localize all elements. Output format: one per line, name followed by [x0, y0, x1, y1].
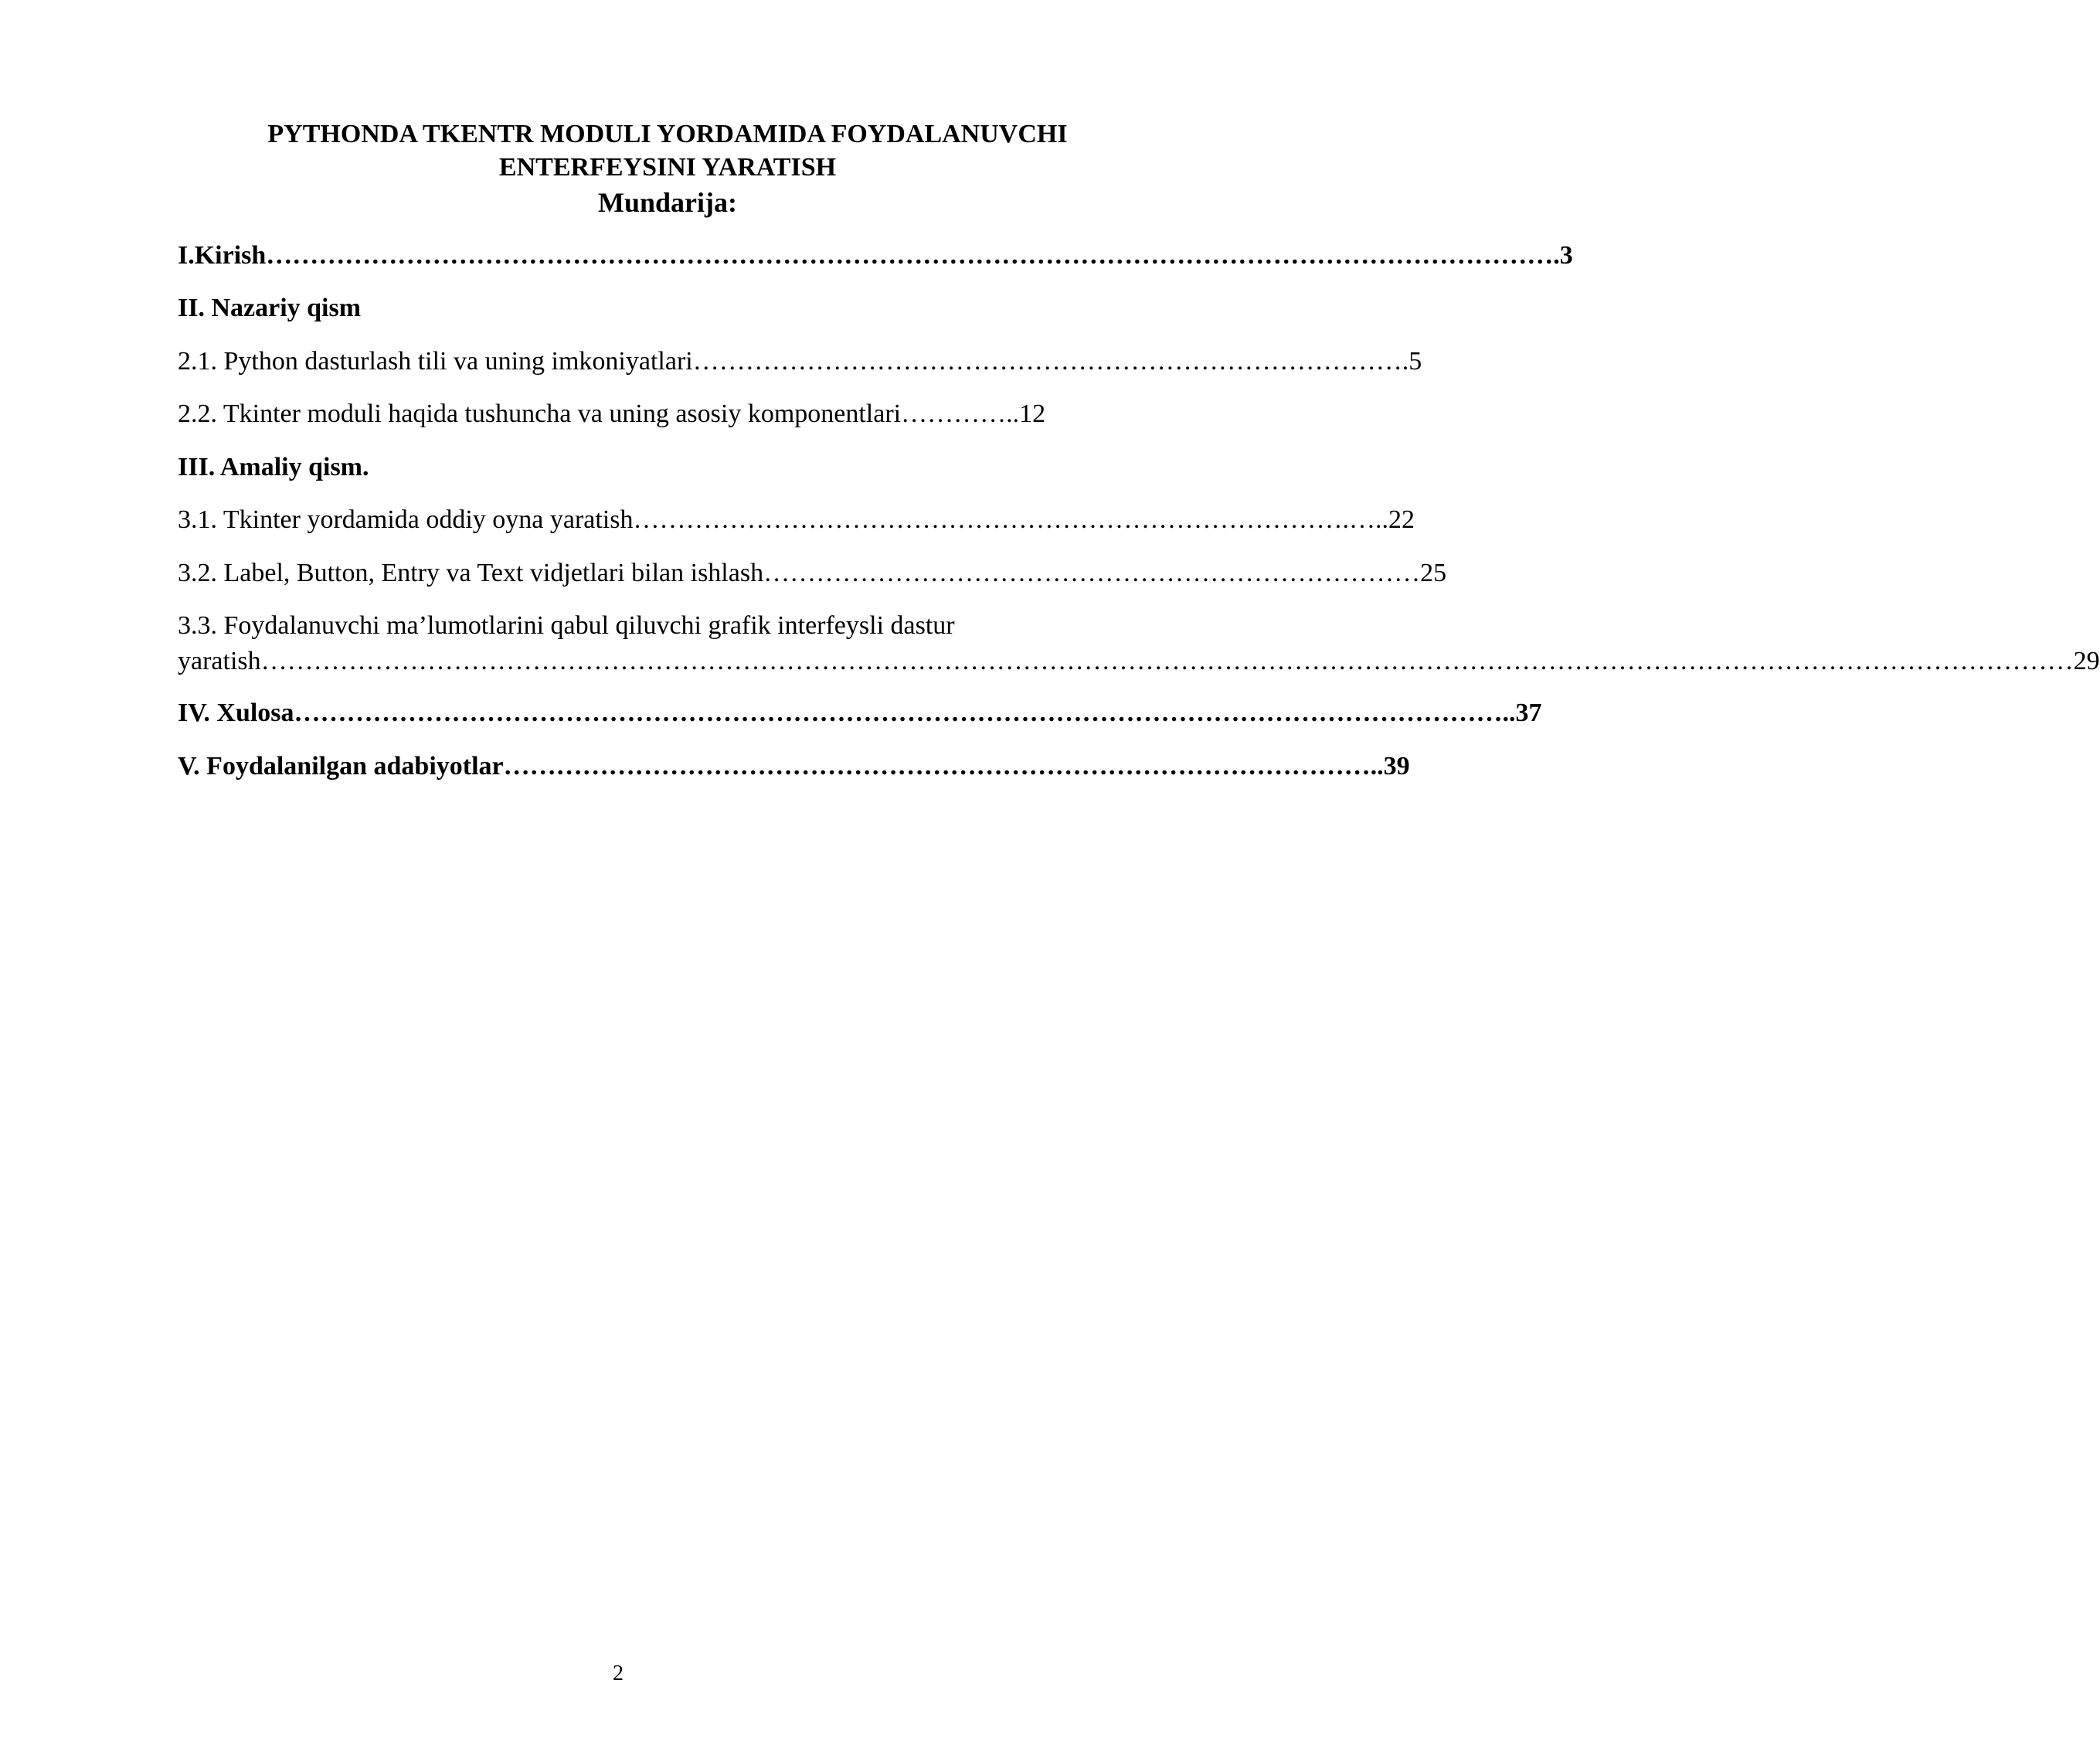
toc-item-adabiyotlar: V. Foydalanilgan adabiyotlar………………………………………………………………………………………..39	[178, 752, 1410, 780]
toc-item-xulosa: IV. Xulosa…………………………………………………………………………………………………………………………..37	[178, 699, 1542, 727]
page-number: 2	[613, 1661, 624, 1685]
toc-heading: Mundarija:	[598, 187, 737, 218]
document-title	[178, 117, 1157, 184]
toc-item-kirish: I.Kirish………………………………………………………………………………………………………………………………….3	[178, 241, 1573, 270]
toc-item-3-3-line-1: 3.3. Foydalanuvchi ma’lumotlarini qabul qiluvchi grafik interfeysli dastur	[178, 611, 955, 640]
title-line-2: ENTERFEYSINI YARATISH	[498, 153, 837, 182]
toc-item-2-2: 2.2. Tkinter moduli haqida tushuncha va uning asosiy komponentlari…………..12	[178, 400, 1046, 428]
toc-item-amaliy: III. Amaliy qism.	[178, 453, 369, 481]
toc-item-3-1: 3.1. Tkinter yordamida oddiy oyna yaratish……………………………………………………………………….…..22	[178, 505, 1415, 534]
title-line-1: PYTHONDA TKENTR MODULI YORDAMIDA FOYDALANUVCHI	[267, 120, 1068, 148]
toc-item-nazariy: II. Nazariy qism	[178, 294, 362, 322]
toc-item-2-1: 2.1. Python dasturlash tili va uning imkoniyatlari……………………………………………………………………….5	[178, 347, 1422, 376]
toc-item-3-3-line-2: yaratish………………………………………………………………………………………………………………………………………………………………………………………29	[178, 647, 2100, 675]
toc-item-3-2: 3.2. Label, Button, Entry va Text vidjetlari bilan ishlash…………………………………………………………………25	[178, 559, 1447, 587]
